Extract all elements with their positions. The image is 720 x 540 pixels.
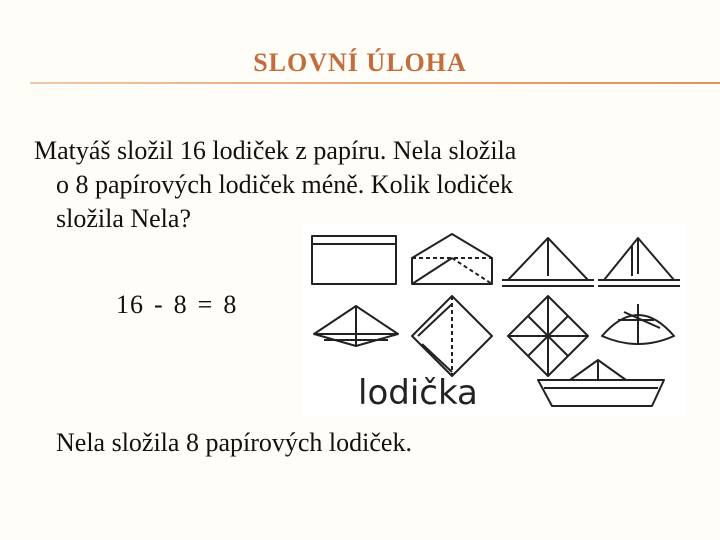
problem-line-1: Matyáš složil 16 lodiček z papíru. Nela složila	[34, 136, 517, 165]
fold-step-6-icon	[412, 296, 492, 376]
fold-step-1-icon	[312, 236, 396, 284]
origami-steps-diagram	[302, 224, 686, 416]
fold-step-3-icon	[502, 238, 594, 286]
problem-text	[34, 134, 684, 236]
problem-line-2: o 8 papírových lodiček méně. Kolik lodiček	[56, 170, 514, 199]
title-divider	[30, 82, 720, 84]
equation-minus: -	[154, 290, 164, 319]
equation-operand-b: 8	[173, 290, 188, 319]
fold-step-7-icon	[508, 296, 588, 376]
origami-boat-illustration	[302, 224, 686, 416]
fold-step-4-icon	[598, 238, 680, 286]
problem-line-3: složila Nela?	[56, 204, 191, 233]
fold-step-2-icon	[412, 234, 492, 284]
equation	[116, 290, 237, 320]
boat-caption: lodička	[358, 373, 478, 413]
equation-operand-a: 16	[116, 290, 144, 319]
equation-result: 8	[223, 290, 238, 319]
fold-step-8-icon	[602, 304, 674, 344]
answer-text: Nela složila 8 papírových lodiček.	[56, 428, 412, 457]
fold-step-5-icon	[314, 306, 398, 346]
equation-equals: =	[197, 290, 214, 319]
slide-title: SLOVNÍ ÚLOHA	[253, 48, 467, 77]
